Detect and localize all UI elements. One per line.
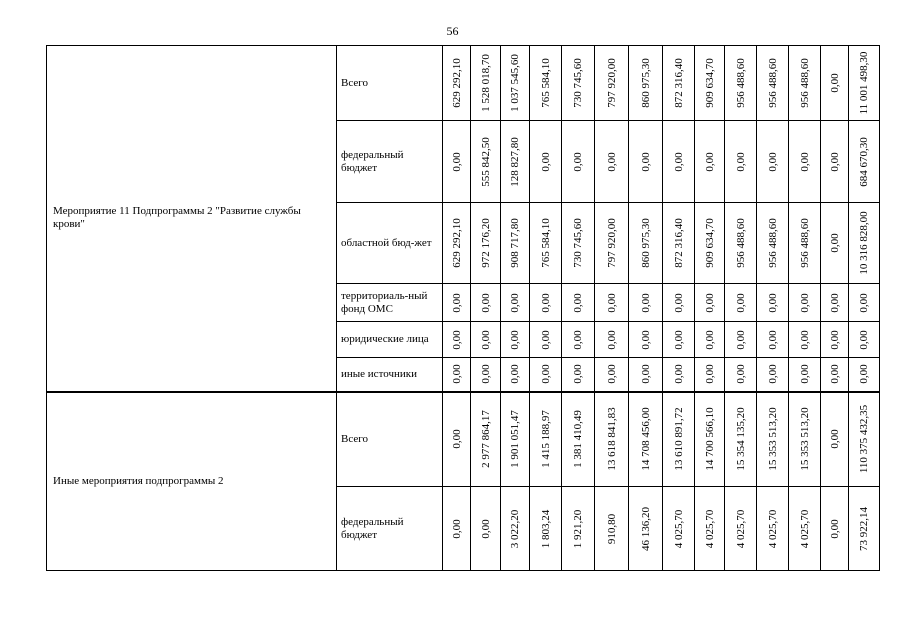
value-cell: [471, 203, 501, 284]
value-cell: [530, 322, 562, 358]
value-cell: [501, 121, 530, 203]
value-cell: [663, 322, 695, 358]
value-text: 0,00: [828, 364, 841, 384]
value-cell: [695, 203, 725, 284]
value-cell: [725, 203, 757, 284]
value-cell: [443, 46, 471, 121]
value-text: 0,00: [828, 73, 841, 93]
value-text: 765 584,10: [539, 218, 552, 268]
value-text: 15 353 513,20: [798, 407, 811, 471]
value-cell: [530, 392, 562, 487]
value-text: 0,00: [798, 329, 811, 350]
value-text: 4 025,70: [734, 509, 747, 548]
value-text: 956 488,60: [798, 58, 811, 108]
value-cell: [501, 284, 530, 322]
value-text: 0,00: [639, 151, 652, 172]
value-text: 1 528 018,70: [479, 54, 492, 112]
value-cell: [443, 392, 471, 487]
value-text: 908 717,80: [509, 218, 521, 268]
value-text: 684 670,30: [858, 136, 870, 187]
value-cell: [562, 284, 595, 322]
value-text: 0,00: [672, 151, 685, 172]
value-cell: [725, 358, 757, 392]
value-cell: [595, 121, 629, 203]
value-text: 797 920,00: [605, 218, 618, 268]
table-row: [47, 392, 880, 487]
value-text: 0,00: [539, 292, 552, 313]
value-cell: [530, 46, 562, 121]
value-text: 0,00: [639, 292, 652, 313]
value-cell: [821, 392, 849, 487]
value-text: 4 025,70: [766, 509, 779, 548]
value-text: 0,00: [672, 292, 685, 313]
value-cell: [629, 392, 663, 487]
value-cell: [471, 121, 501, 203]
value-cell: [595, 46, 629, 121]
value-text: 860 975,30: [639, 58, 652, 108]
value-text: 0,00: [734, 364, 747, 384]
value-cell: [757, 203, 789, 284]
value-cell: [629, 46, 663, 121]
value-text: 765 584,10: [539, 58, 552, 108]
value-text: 0,00: [479, 518, 492, 539]
value-text: 128 827,80: [509, 136, 521, 187]
value-text: 0,00: [798, 364, 811, 384]
value-cell: [595, 487, 629, 571]
value-cell: [471, 392, 501, 487]
value-text: 0,00: [828, 518, 841, 539]
value-cell: [663, 487, 695, 571]
value-cell: [757, 46, 789, 121]
value-text: 730 745,60: [572, 58, 584, 108]
value-cell: [695, 322, 725, 358]
value-cell: [849, 358, 880, 392]
value-cell: [530, 358, 562, 392]
value-cell: [562, 358, 595, 392]
value-cell: [789, 392, 821, 487]
value-cell: [789, 322, 821, 358]
value-text: 1 921,20: [572, 509, 584, 548]
value-text: 0,00: [605, 292, 618, 313]
value-text: 0,00: [572, 329, 584, 350]
value-text: 0,00: [509, 292, 521, 313]
value-text: 0,00: [734, 292, 747, 313]
value-cell: [849, 203, 880, 284]
value-text: 0,00: [798, 292, 811, 313]
value-cell: [471, 487, 501, 571]
value-text: 15 354 135,20: [734, 407, 747, 471]
table-row: [47, 46, 880, 121]
value-text: 872 316,40: [672, 58, 685, 108]
value-cell: [471, 284, 501, 322]
value-cell: [695, 284, 725, 322]
value-cell: [849, 46, 880, 121]
value-text: 73 922,14: [858, 506, 870, 551]
value-text: 0,00: [572, 364, 584, 384]
value-text: 46 136,20: [639, 506, 652, 551]
budget-table: [46, 45, 880, 571]
value-cell: [595, 358, 629, 392]
value-cell: [789, 284, 821, 322]
value-cell: [501, 46, 530, 121]
value-text: 0,00: [450, 429, 463, 449]
measure-name: Иные мероприятия подпрограммы 2: [47, 392, 337, 571]
value-text: 0,00: [479, 292, 492, 313]
value-text: 13 610 891,72: [672, 407, 685, 471]
value-cell: [725, 284, 757, 322]
value-cell: [757, 487, 789, 571]
value-text: 0,00: [539, 329, 552, 350]
value-text: 0,00: [479, 329, 492, 350]
value-cell: [501, 392, 530, 487]
value-text: 0,00: [766, 329, 779, 350]
value-cell: [629, 121, 663, 203]
value-cell: [443, 121, 471, 203]
value-cell: [695, 121, 725, 203]
value-text: 0,00: [798, 151, 811, 172]
value-cell: [725, 121, 757, 203]
value-cell: [562, 203, 595, 284]
value-text: 0,00: [828, 329, 841, 350]
value-cell: [443, 284, 471, 322]
funding-source: территориаль-ный фонд ОМС: [337, 284, 443, 322]
value-cell: [629, 203, 663, 284]
value-text: 4 025,70: [703, 509, 716, 548]
value-text: 0,00: [672, 329, 685, 350]
funding-source: иные источники: [337, 358, 443, 392]
value-cell: [849, 392, 880, 487]
funding-source: областной бюд-жет: [337, 203, 443, 284]
value-cell: [663, 392, 695, 487]
value-text: 2 977 864,17: [479, 410, 492, 469]
value-text: 0,00: [672, 364, 685, 384]
value-text: 872 316,40: [672, 218, 685, 268]
value-text: 0,00: [703, 364, 716, 384]
value-cell: [629, 358, 663, 392]
value-text: 956 488,60: [734, 218, 747, 268]
value-cell: [530, 487, 562, 571]
value-text: 0,00: [450, 364, 463, 384]
value-cell: [663, 46, 695, 121]
value-cell: [562, 46, 595, 121]
value-text: 860 975,30: [639, 218, 652, 268]
value-cell: [663, 121, 695, 203]
value-cell: [849, 284, 880, 322]
funding-source: юридические лица: [337, 322, 443, 358]
value-text: 555 842,50: [479, 136, 492, 187]
value-cell: [789, 203, 821, 284]
value-text: 15 353 513,20: [766, 407, 779, 471]
value-cell: [757, 358, 789, 392]
value-cell: [501, 322, 530, 358]
value-text: 909 634,70: [703, 218, 716, 268]
value-text: 956 488,60: [734, 58, 747, 108]
value-cell: [443, 487, 471, 571]
value-text: 0,00: [734, 151, 747, 172]
value-text: 4 025,70: [672, 509, 685, 548]
value-text: 956 488,60: [766, 58, 779, 108]
value-text: 909 634,70: [703, 58, 716, 108]
value-text: 0,00: [858, 329, 870, 350]
value-text: 0,00: [572, 292, 584, 313]
value-text: 0,00: [858, 292, 870, 313]
value-text: 0,00: [479, 364, 492, 384]
value-cell: [757, 284, 789, 322]
funding-source: Всего: [337, 46, 443, 121]
value-cell: [821, 322, 849, 358]
value-text: 0,00: [734, 329, 747, 350]
value-cell: [789, 121, 821, 203]
value-cell: [757, 392, 789, 487]
value-text: 629 292,10: [450, 58, 463, 108]
value-cell: [663, 203, 695, 284]
funding-source: федеральный бюджет: [337, 121, 443, 203]
value-cell: [821, 487, 849, 571]
value-cell: [501, 203, 530, 284]
value-cell: [562, 322, 595, 358]
value-text: 10 316 828,00: [858, 211, 870, 275]
value-cell: [443, 203, 471, 284]
value-cell: [695, 392, 725, 487]
value-text: 0,00: [858, 364, 870, 384]
funding-source: Всего: [337, 392, 443, 487]
value-text: 730 745,60: [572, 218, 584, 268]
value-text: 13 618 841,83: [605, 407, 618, 471]
value-cell: [821, 121, 849, 203]
value-cell: [595, 322, 629, 358]
value-text: 797 920,00: [605, 58, 618, 108]
value-text: 0,00: [539, 151, 552, 172]
value-text: 0,00: [703, 329, 716, 350]
value-text: 972 176,20: [479, 218, 492, 268]
value-cell: [789, 487, 821, 571]
value-cell: [562, 121, 595, 203]
value-text: 11 001 498,30: [858, 51, 870, 115]
value-text: 4 025,70: [798, 509, 811, 548]
value-text: 629 292,10: [450, 218, 463, 268]
value-text: 1 803,24: [539, 509, 552, 548]
value-cell: [821, 203, 849, 284]
value-cell: [562, 392, 595, 487]
value-cell: [789, 358, 821, 392]
value-cell: [530, 121, 562, 203]
value-cell: [757, 322, 789, 358]
value-cell: [595, 284, 629, 322]
value-text: 0,00: [766, 364, 779, 384]
value-text: 1 037 545,60: [509, 54, 521, 112]
value-text: 0,00: [450, 151, 463, 172]
value-text: 0,00: [509, 364, 521, 384]
value-text: 3 022,20: [509, 509, 521, 548]
value-text: 0,00: [766, 151, 779, 172]
value-text: 0,00: [450, 292, 463, 313]
measure-name: Мероприятие 11 Подпрограммы 2 "Развитие службы крови": [47, 46, 337, 392]
value-text: 0,00: [828, 151, 841, 172]
value-cell: [562, 487, 595, 571]
value-cell: [821, 358, 849, 392]
value-cell: [849, 487, 880, 571]
value-text: 0,00: [605, 329, 618, 350]
value-cell: [471, 322, 501, 358]
value-text: 14 700 566,10: [703, 407, 716, 471]
value-text: 0,00: [766, 292, 779, 313]
value-cell: [725, 322, 757, 358]
value-text: 0,00: [450, 518, 463, 539]
value-cell: [530, 203, 562, 284]
value-cell: [725, 46, 757, 121]
value-text: 956 488,60: [766, 218, 779, 268]
value-text: 0,00: [572, 151, 584, 172]
value-text: 956 488,60: [798, 218, 811, 268]
value-cell: [663, 358, 695, 392]
funding-source: федеральный бюджет: [337, 487, 443, 571]
value-cell: [663, 284, 695, 322]
value-cell: [725, 487, 757, 571]
value-text: 0,00: [703, 151, 716, 172]
value-cell: [849, 322, 880, 358]
value-cell: [443, 322, 471, 358]
value-cell: [821, 284, 849, 322]
value-text: 110 375 432,35: [858, 405, 870, 474]
value-cell: [757, 121, 789, 203]
value-cell: [821, 46, 849, 121]
value-text: 0,00: [639, 329, 652, 350]
value-text: 0,00: [605, 364, 618, 384]
value-text: 0,00: [828, 233, 841, 253]
value-text: 1 901 051,47: [509, 410, 521, 469]
value-text: 0,00: [639, 364, 652, 384]
value-cell: [695, 46, 725, 121]
value-cell: [471, 46, 501, 121]
value-cell: [629, 487, 663, 571]
value-cell: [789, 46, 821, 121]
value-cell: [530, 284, 562, 322]
value-text: 1 381 410,49: [572, 410, 584, 469]
value-cell: [695, 487, 725, 571]
value-text: 0,00: [509, 329, 521, 350]
value-text: 0,00: [703, 292, 716, 313]
value-cell: [501, 358, 530, 392]
value-text: 910,80: [605, 513, 618, 544]
value-cell: [695, 358, 725, 392]
value-cell: [443, 358, 471, 392]
value-cell: [501, 487, 530, 571]
value-text: 0,00: [539, 364, 552, 384]
value-cell: [595, 203, 629, 284]
value-text: 0,00: [828, 292, 841, 313]
value-cell: [595, 392, 629, 487]
value-cell: [471, 358, 501, 392]
value-cell: [725, 392, 757, 487]
page-number: 56: [446, 24, 459, 38]
value-text: 1 415 188,97: [539, 410, 552, 469]
value-text: 0,00: [828, 429, 841, 449]
value-cell: [849, 121, 880, 203]
value-text: 0,00: [605, 151, 618, 172]
value-cell: [629, 322, 663, 358]
value-text: 14 708 456,00: [639, 407, 652, 471]
value-text: 0,00: [450, 329, 463, 350]
value-cell: [629, 284, 663, 322]
